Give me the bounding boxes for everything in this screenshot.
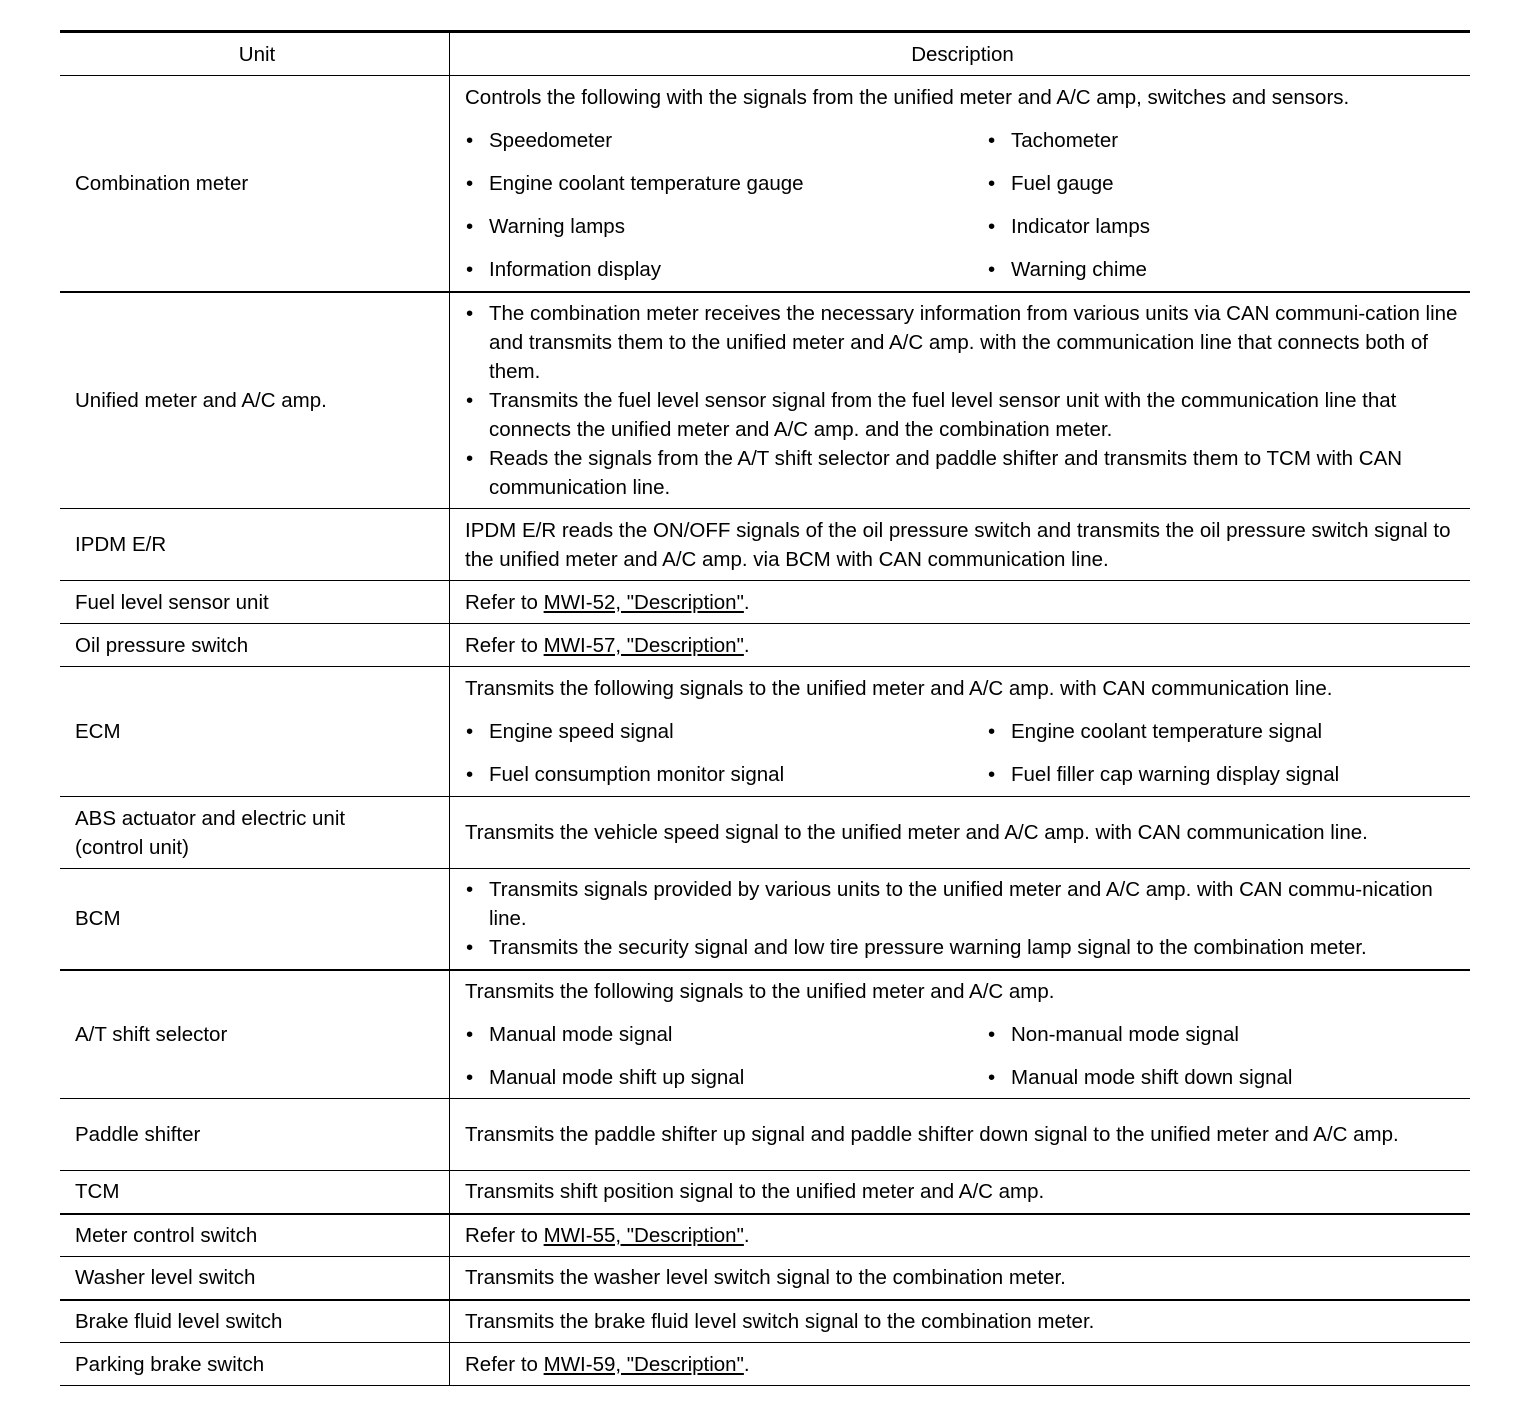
unit-column-header: Unit	[60, 32, 450, 76]
row-brake-fluid-level-switch	[60, 1300, 1470, 1343]
description-cell	[450, 292, 1471, 509]
row-parking-brake-switch	[60, 1343, 1470, 1386]
header-row	[60, 32, 1470, 76]
unit-cell: Parking brake switch	[60, 1343, 450, 1386]
list-item: • Transmits the fuel level sensor signal from the fuel level sensor unit with the communication line that connects the unified meter and A/C amp. and the combination meter.	[465, 386, 1462, 444]
row-ecm	[60, 667, 1470, 797]
refer-text: Refer to	[465, 1352, 544, 1376]
row-bcm	[60, 869, 1470, 970]
list-item: • Manual mode signal	[465, 1020, 987, 1049]
list-item: • Indicator lamps	[987, 212, 1462, 241]
item-grid	[465, 1020, 1462, 1092]
list-item: • Manual mode shift down signal	[987, 1063, 1462, 1092]
description-cell: Transmits the brake fluid level switch signal to the combination meter.	[450, 1300, 1471, 1343]
period: .	[743, 633, 750, 657]
description-cell: IPDM E/R reads the ON/OFF signals of the oil pressure switch and transmits the oil pressure switch signal to the unified meter and A/C amp. via BCM with CAN communication line.	[450, 509, 1471, 581]
list-item: • Warning chime	[987, 255, 1462, 284]
row-unified-meter	[60, 292, 1470, 509]
row-meter-control-switch	[60, 1214, 1470, 1257]
description-cell	[450, 667, 1471, 797]
item-grid	[465, 717, 1462, 789]
list-item: • Engine coolant temperature signal	[987, 717, 1462, 746]
unit-cell: BCM	[60, 869, 450, 970]
unit-cell: Paddle shifter	[60, 1099, 450, 1171]
reference-link[interactable]: MWI-57, "Description"	[543, 633, 744, 657]
description-cell	[450, 624, 1471, 667]
list-item: • Reads the signals from the A/T shift selector and paddle shifter and transmits them to TCM with CAN communication line.	[465, 444, 1462, 502]
unit-cell: Brake fluid level switch	[60, 1300, 450, 1343]
description-intro: Controls the following with the signals from the unified meter and A/C amp, switches and sensors.	[465, 85, 1350, 109]
description-intro: Transmits the following signals to the unified meter and A/C amp.	[465, 979, 1055, 1003]
row-washer-level-switch	[60, 1257, 1470, 1300]
unit-cell: Meter control switch	[60, 1214, 450, 1257]
list-item: • Tachometer	[987, 126, 1462, 155]
list-item: • Engine coolant temperature gauge	[465, 169, 987, 198]
description-cell	[450, 581, 1471, 624]
list-item: • Fuel filler cap warning display signal	[987, 760, 1462, 789]
list-item: • Fuel consumption monitor signal	[465, 760, 987, 789]
description-cell	[450, 1343, 1471, 1386]
list-item: • Transmits signals provided by various units to the unified meter and A/C amp. with CAN commu-nication line.	[465, 875, 1462, 933]
list-item: • Non-manual mode signal	[987, 1020, 1462, 1049]
refer-text: Refer to	[465, 1223, 544, 1247]
reference-link[interactable]: MWI-55, "Description"	[543, 1223, 744, 1247]
unit-line: ABS actuator and electric unit	[75, 806, 346, 830]
unit-cell: A/T shift selector	[60, 970, 450, 1099]
description-cell	[450, 76, 1471, 292]
list-item: • Transmits the security signal and low tire pressure warning lamp signal to the combination meter.	[465, 933, 1462, 962]
description-cell	[450, 869, 1471, 970]
row-at-shift-selector	[60, 970, 1470, 1099]
row-paddle-shifter	[60, 1099, 1470, 1171]
refer-text: Refer to	[465, 633, 544, 657]
description-cell: Transmits shift position signal to the unified meter and A/C amp.	[450, 1171, 1471, 1214]
unit-cell	[60, 797, 450, 869]
row-abs-actuator	[60, 797, 1470, 869]
reference-link[interactable]: MWI-59, "Description"	[543, 1352, 744, 1376]
description-cell	[450, 1214, 1471, 1257]
list-item: • Information display	[465, 255, 987, 284]
list-item: • Fuel gauge	[987, 169, 1462, 198]
unit-cell: ECM	[60, 667, 450, 797]
list-item: • The combination meter receives the necessary information from various units via CAN communi-cation line and transmits them to the unified meter and A/C amp. with the communication line that connects both of them.	[465, 299, 1462, 386]
list-item: • Warning lamps	[465, 212, 987, 241]
row-oil-pressure-switch	[60, 624, 1470, 667]
description-intro: Transmits the following signals to the unified meter and A/C amp. with CAN communication line.	[465, 677, 1333, 700]
period: .	[743, 590, 750, 614]
unit-cell: TCM	[60, 1171, 450, 1214]
period: .	[743, 1223, 750, 1247]
unit-cell: Unified meter and A/C amp.	[60, 292, 450, 509]
row-ipdm	[60, 509, 1470, 581]
list-item: • Engine speed signal	[465, 717, 987, 746]
unit-cell: Combination meter	[60, 76, 450, 292]
list-item: • Speedometer	[465, 126, 987, 155]
description-cell: Transmits the vehicle speed signal to the unified meter and A/C amp. with CAN communication line.	[450, 797, 1471, 869]
item-grid	[465, 126, 1462, 284]
unit-cell: IPDM E/R	[60, 509, 450, 581]
row-combination-meter	[60, 76, 1470, 292]
description-cell: Transmits the paddle shifter up signal and paddle shifter down signal to the unified meter and A/C amp.	[450, 1099, 1471, 1171]
description-cell: Transmits the washer level switch signal to the combination meter.	[450, 1257, 1471, 1300]
unit-description-table	[60, 30, 1470, 1386]
unit-cell: Fuel level sensor unit	[60, 581, 450, 624]
row-fuel-level-sensor	[60, 581, 1470, 624]
refer-text: Refer to	[465, 590, 544, 614]
description-cell	[450, 970, 1471, 1099]
unit-cell: Washer level switch	[60, 1257, 450, 1300]
row-tcm	[60, 1171, 1470, 1214]
period: .	[743, 1352, 750, 1376]
unit-line: (control unit)	[75, 835, 189, 859]
list-item: • Manual mode shift up signal	[465, 1063, 987, 1092]
unit-cell: Oil pressure switch	[60, 624, 450, 667]
reference-link[interactable]: MWI-52, "Description"	[543, 590, 744, 614]
description-column-header: Description	[450, 32, 1471, 76]
